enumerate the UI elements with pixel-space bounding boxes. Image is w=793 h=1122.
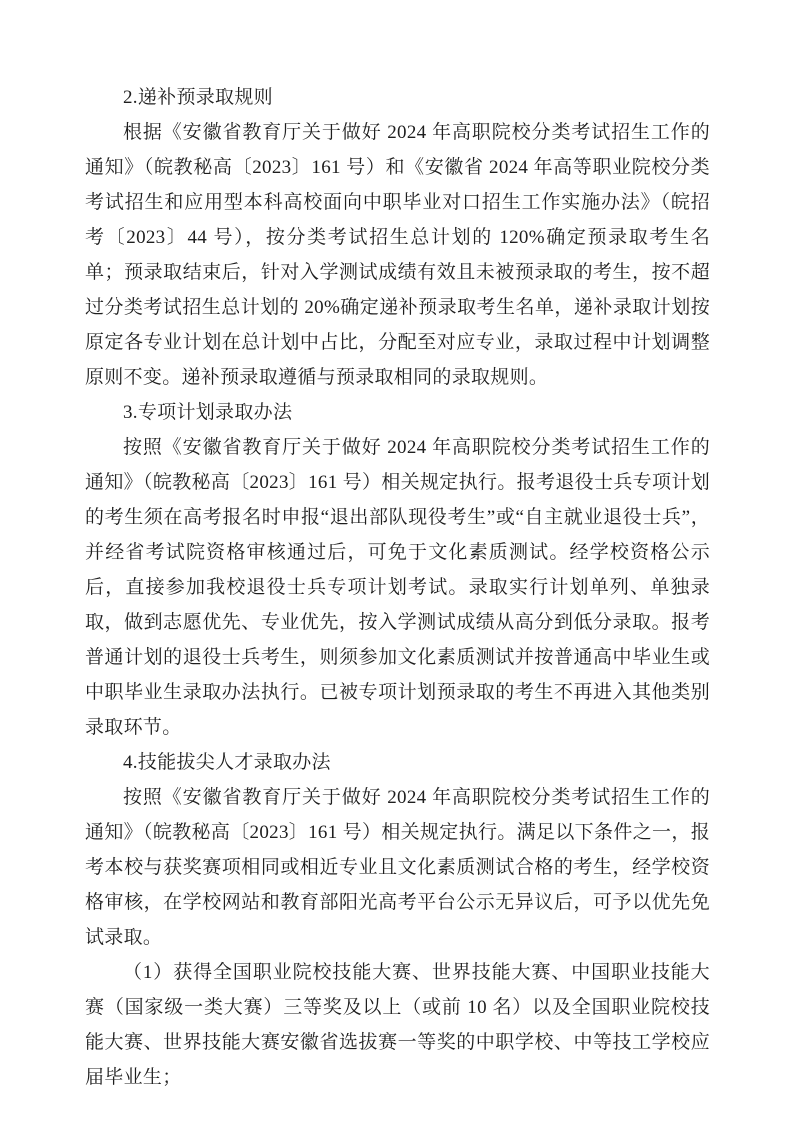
paragraph-skilled-talent-admission: 按照《安徽省教育厅关于做好 2024 年高职院校分类考试招生工作的通知》（皖教秘高〔2023〕161 号）相关规定执行。满足以下条件之一，报考本校与获奖赛项相同或相近专业且文化素质测试合格的考生，经学校资格审核，在学校网站和教育部阳光高考平台公示无异议后，可予以优先免试录取。 bbox=[85, 787, 710, 948]
list-item-condition-1: （1）获得全国职业院校技能大赛、世界技能大赛、中国职业技能大赛（国家级一类大赛）三等奖及以上（或前 10 名）以及全国职业院校技能大赛、世界技能大赛安徽省选拔赛一等奖的中职学校、中等技工学校应届毕业生； bbox=[85, 962, 710, 1088]
section-heading-skilled-talent-admission: 4.技能拔尖人才录取办法 bbox=[123, 752, 331, 773]
section-heading-special-plan-admission: 3.专项计划录取办法 bbox=[123, 402, 293, 423]
paragraph-special-plan-admission: 按照《安徽省教育厅关于做好 2024 年高职院校分类考试招生工作的通知》（皖教秘高〔2023〕161 号）相关规定执行。报考退役士兵专项计划的考生须在高考报名时申报“退出部队现役考生”或“自主就业退役士兵”，并经省考试院资格审核通过后，可免于文化素质测试。经学校资格公示后，直接参加我校退役士兵专项计划考试。录取实行计划单列、单独录取，做到志愿优先、专业优先，按入学测试成绩从高分到低分录取。报考普通计划的退役士兵考生，则须参加文化素质测试并按普通高中毕业生或中职毕业生录取办法执行。已被专项计划预录取的考生不再进入其他类别录取环节。 bbox=[85, 437, 710, 738]
paragraph-supplementary-preadmission-rules: 根据《安徽省教育厅关于做好 2024 年高职院校分类考试招生工作的通知》（皖教秘高〔2023〕161 号）和《安徽省 2024 年高等职业院校分类考试招生和应用型本科高校面向中职毕业对口招生工作实施办法》（皖招考〔2023〕44 号），按分类考试招生总计划的 120%确定预录取考生名单；预录取结束后，针对入学测试成绩有效且未被预录取的考生，按不超过分类考试招生总计划的 20%确定递补预录取考生名单，递补录取计划按原定各专业计划在总计划中占比，分配至对应专业，录取过程中计划调整原则不变。递补预录取遵循与预录取相同的录取规则。 bbox=[85, 122, 710, 388]
section-heading-supplementary-preadmission-rules: 2.递补预录取规则 bbox=[123, 87, 273, 108]
